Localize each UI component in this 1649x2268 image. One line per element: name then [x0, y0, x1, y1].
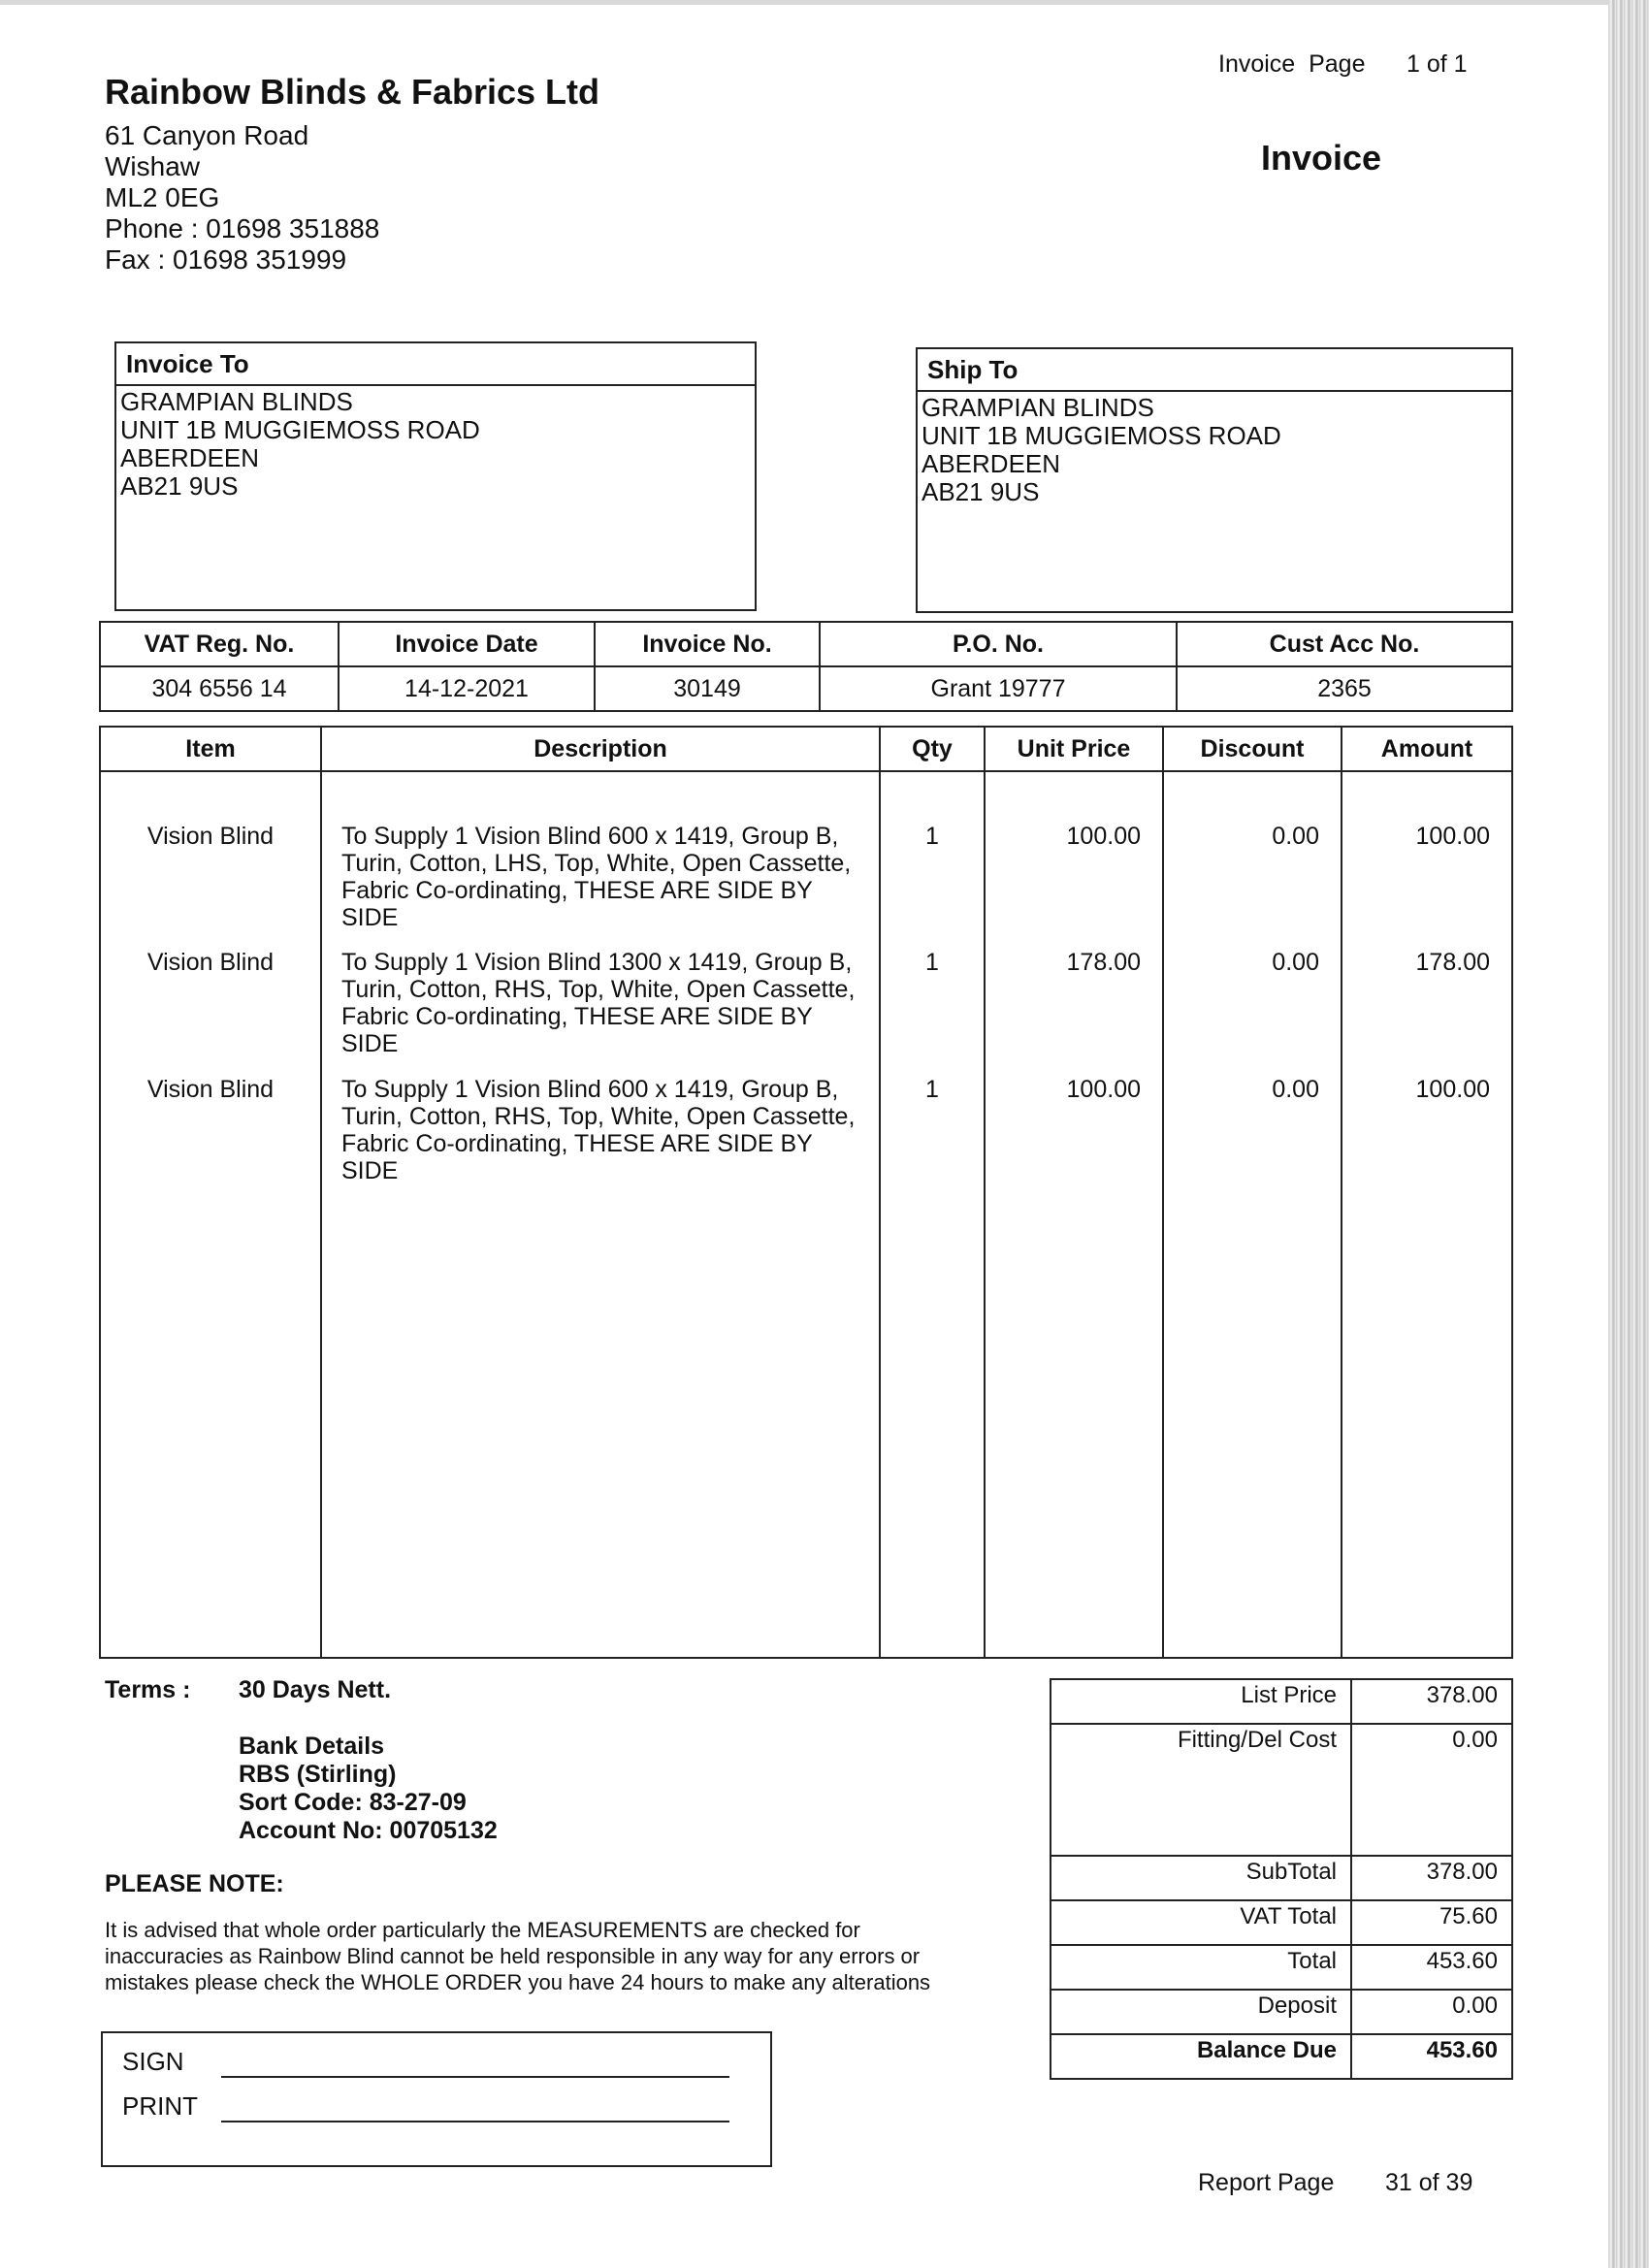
value-cust-acc: 2365 — [1177, 666, 1512, 711]
invoice-to-box — [114, 341, 757, 611]
totals-row-balance — [1051, 2034, 1512, 2079]
discount-column — [1163, 771, 1342, 1658]
value-invoice-date: 14-12-2021 — [339, 666, 595, 711]
row-3-amount: 100.00 — [1415, 1076, 1490, 1103]
print-line[interactable] — [221, 2121, 729, 2122]
list-price-value: 378.00 — [1351, 1679, 1512, 1724]
header-cust-acc: Cust Acc No. — [1177, 622, 1512, 666]
invoice-header-table — [99, 621, 1513, 712]
bank-account-no: Account No: 00705132 — [239, 1817, 498, 1844]
deposit-value: 0.00 — [1351, 1990, 1512, 2034]
description-line: SIDE — [341, 1030, 399, 1057]
fitting-label: Fitting/Del Cost — [1051, 1724, 1351, 1856]
totals-row-list-price — [1051, 1679, 1512, 1724]
row-2-unit-price: 178.00 — [1066, 949, 1141, 976]
ship-to-line: GRAMPIAN BLINDS — [922, 393, 1154, 422]
row-1-item: Vision Blind — [146, 823, 275, 850]
col-description: Description — [321, 727, 880, 771]
ship-to-box — [916, 347, 1513, 613]
row-3-discount: 0.00 — [1272, 1076, 1319, 1103]
header-po-no: P.O. No. — [820, 622, 1177, 666]
col-amount: Amount — [1342, 727, 1512, 771]
terms-value: 30 Days Nett. — [239, 1676, 392, 1703]
vat-total-value: 75.60 — [1351, 1900, 1512, 1945]
company-address-line-2: Wishaw — [105, 151, 201, 181]
bank-name: RBS (Stirling) — [239, 1761, 397, 1788]
invoice-to-line: ABERDEEN — [120, 443, 260, 472]
col-qty: Qty — [880, 727, 985, 771]
totals-row-fitting — [1051, 1724, 1512, 1856]
description-line: Turin, Cotton, RHS, Top, White, Open Cassette, — [341, 1103, 856, 1130]
row-1-unit-price: 100.00 — [1066, 823, 1141, 850]
totals-row-total — [1051, 1945, 1512, 1990]
invoice-to-line: UNIT 1B MUGGIEMOSS ROAD — [120, 415, 480, 444]
description-line: Turin, Cotton, LHS, Top, White, Open Cassette, — [341, 850, 852, 877]
subtotal-label: SubTotal — [1051, 1856, 1351, 1900]
description-line: Turin, Cotton, RHS, Top, White, Open Cassette, — [341, 976, 856, 1003]
description-line: Fabric Co-ordinating, THESE ARE SIDE BY — [341, 1003, 813, 1030]
row-3-description — [341, 1076, 871, 1184]
note-line: It is advised that whole order particularly the MEASUREMENTS are checked for — [105, 1918, 860, 1942]
item-column — [100, 771, 321, 1658]
row-2-amount: 178.00 — [1415, 949, 1490, 976]
value-vat-reg: 304 6556 14 — [100, 666, 339, 711]
report-page-number: 31 of 39 — [1385, 2169, 1473, 2196]
invoice-page-label: Invoice Page — [1218, 50, 1366, 78]
row-3-qty: 1 — [925, 1076, 939, 1103]
row-2-qty: 1 — [925, 949, 939, 976]
row-1-description — [341, 823, 871, 931]
amount-column — [1342, 771, 1512, 1658]
please-note-heading: PLEASE NOTE: — [105, 1870, 284, 1897]
invoice-to-line: AB21 9US — [120, 471, 239, 501]
unit-price-column — [985, 771, 1163, 1658]
description-line: SIDE — [341, 1157, 399, 1184]
scan-right-edge — [1608, 0, 1649, 2268]
sign-label: SIGN — [122, 2047, 184, 2076]
header-invoice-date: Invoice Date — [339, 622, 595, 666]
ship-to-line: AB21 9US — [922, 477, 1040, 506]
bank-details-heading: Bank Details — [239, 1733, 385, 1760]
company-name: Rainbow Blinds & Fabrics Ltd — [105, 72, 600, 112]
totals-row-vat — [1051, 1900, 1512, 1945]
list-price-label: List Price — [1051, 1679, 1351, 1724]
description-line: Fabric Co-ordinating, THESE ARE SIDE BY — [341, 877, 813, 904]
balance-due-value: 453.60 — [1351, 2034, 1512, 2079]
row-1-amount: 100.00 — [1415, 823, 1490, 850]
value-po-no: Grant 19777 — [820, 666, 1177, 711]
col-discount: Discount — [1163, 727, 1342, 771]
company-phone: Phone : 01698 351888 — [105, 213, 380, 243]
row-3-item: Vision Blind — [146, 1076, 275, 1103]
qty-column — [880, 771, 985, 1658]
deposit-label: Deposit — [1051, 1990, 1351, 2034]
invoice-to-line: GRAMPIAN BLINDS — [120, 387, 353, 416]
company-fax: Fax : 01698 351999 — [105, 244, 347, 275]
header-invoice-no: Invoice No. — [595, 622, 820, 666]
signature-box — [101, 2031, 772, 2167]
note-line: inaccuracies as Rainbow Blind cannot be held responsible in any way for any errors or — [105, 1944, 921, 1968]
description-line: Fabric Co-ordinating, THESE ARE SIDE BY — [341, 1130, 813, 1157]
value-invoice-no: 30149 — [595, 666, 820, 711]
total-value: 453.60 — [1351, 1945, 1512, 1990]
ship-to-heading: Ship To — [918, 349, 1511, 392]
totals-row-subtotal — [1051, 1856, 1512, 1900]
terms-label: Terms : — [105, 1676, 191, 1703]
sign-line[interactable] — [221, 2076, 729, 2078]
print-label: PRINT — [122, 2091, 198, 2121]
items-table — [99, 726, 1513, 1659]
col-unit-price: Unit Price — [985, 727, 1163, 771]
row-2-description — [341, 949, 871, 1057]
total-label: Total — [1051, 1945, 1351, 1990]
header-vat-reg: VAT Reg. No. — [100, 622, 339, 666]
ship-to-line: UNIT 1B MUGGIEMOSS ROAD — [922, 421, 1281, 450]
company-address-line-1: 61 Canyon Road — [105, 120, 309, 150]
please-note-text — [105, 1917, 997, 1995]
row-1-qty: 1 — [925, 823, 939, 850]
row-1-discount: 0.00 — [1272, 823, 1319, 850]
description-line: To Supply 1 Vision Blind 600 x 1419, Group B, — [341, 1076, 839, 1103]
description-column — [321, 771, 880, 1658]
invoice-to-heading: Invoice To — [116, 343, 755, 386]
fitting-value: 0.00 — [1351, 1724, 1512, 1856]
description-line: SIDE — [341, 904, 399, 931]
balance-due-label: Balance Due — [1051, 2034, 1351, 2079]
row-2-discount: 0.00 — [1272, 949, 1319, 976]
totals-row-deposit — [1051, 1990, 1512, 2034]
row-2-item: Vision Blind — [146, 949, 275, 976]
document-title: Invoice — [1261, 138, 1382, 178]
invoice-page-number: 1 of 1 — [1406, 50, 1468, 78]
row-3-unit-price: 100.00 — [1066, 1076, 1141, 1103]
description-line: To Supply 1 Vision Blind 600 x 1419, Group B, — [341, 823, 839, 850]
scan-top-edge — [0, 0, 1649, 5]
note-line: mistakes please check the WHOLE ORDER you have 24 hours to make any alterations — [105, 1970, 931, 1994]
vat-total-label: VAT Total — [1051, 1900, 1351, 1945]
company-address-line-3: ML2 0EG — [105, 182, 220, 212]
bank-sort-code: Sort Code: 83-27-09 — [239, 1789, 467, 1816]
col-item: Item — [100, 727, 321, 771]
totals-table — [1050, 1678, 1513, 2080]
ship-to-line: ABERDEEN — [922, 449, 1061, 478]
subtotal-value: 378.00 — [1351, 1856, 1512, 1900]
description-line: To Supply 1 Vision Blind 1300 x 1419, Group B, — [341, 949, 853, 976]
report-page-label: Report Page — [1198, 2169, 1335, 2196]
